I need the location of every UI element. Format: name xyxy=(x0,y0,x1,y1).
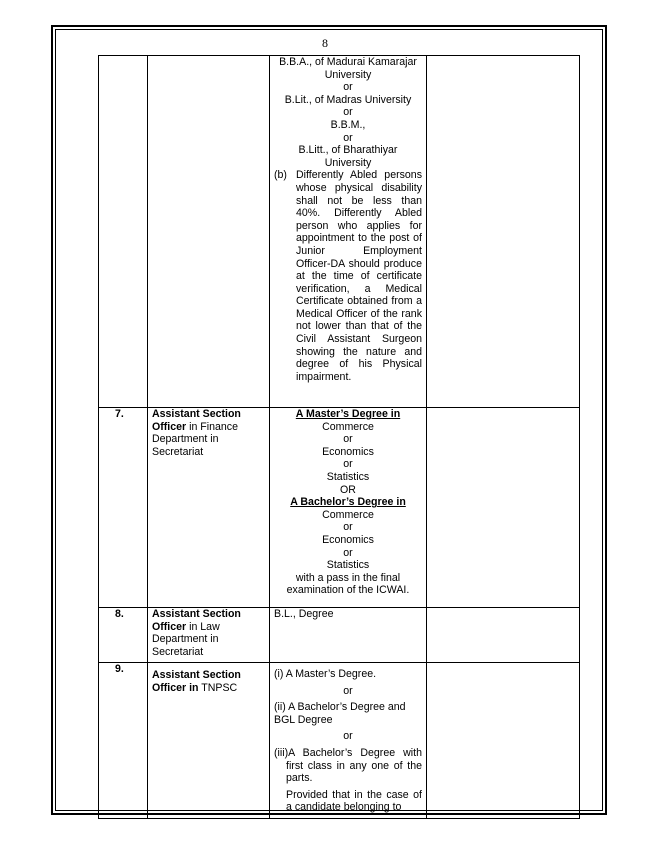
sl-no-cell xyxy=(99,56,148,408)
text-line: Commerce xyxy=(322,508,374,521)
text-line: University xyxy=(324,68,372,81)
text-line: with a pass in the final xyxy=(295,571,401,584)
text-line: or xyxy=(343,433,353,446)
remarks-cell xyxy=(427,408,580,608)
masters-subjects xyxy=(274,421,422,484)
masters-heading: A Master’s Degree in xyxy=(295,408,401,420)
qualification-cell xyxy=(270,56,427,408)
remarks-cell xyxy=(427,608,580,663)
table-row xyxy=(99,408,580,608)
table-row xyxy=(99,663,580,819)
or-separator: or xyxy=(343,684,353,697)
table-row xyxy=(99,56,580,408)
post-cell xyxy=(148,56,270,408)
or-separator: OR xyxy=(340,483,356,496)
text-line: B.B.M., xyxy=(330,118,366,131)
proviso-text: Provided that in the case of a candidate belonging to xyxy=(286,788,422,814)
text-line: Commerce xyxy=(322,420,374,433)
or-separator: or xyxy=(343,730,353,743)
remarks-cell xyxy=(427,56,580,408)
clause-label: (b) xyxy=(274,169,287,182)
post-title: Assistant Section Officer in xyxy=(152,669,241,694)
qualification-cell xyxy=(270,408,427,608)
text-line: examination of the ICWAI. xyxy=(286,584,410,597)
text-line: or xyxy=(343,458,353,471)
text-line: Economics xyxy=(322,533,374,546)
post-title: Assistant Section Officer xyxy=(152,408,241,433)
bachelors-heading: A Bachelor’s Degree in xyxy=(290,496,406,509)
clause-text: Differently Abled persons whose physical disability shall not be less than 40%. Differently Abled person who applies for appointment to the post of Junior Employment Officer-DA should produce at the time of certificate verification, a Medical Certificate obtained from a Medical Officer of the rank not lower than that of the Civil Assistant Surgeon showing the nature and degree of his Physical impairment. xyxy=(296,169,422,383)
post-cell xyxy=(148,608,270,663)
icwai-requirement xyxy=(274,572,422,597)
text-line: University xyxy=(324,156,372,169)
post-department: TNPSC xyxy=(198,681,238,694)
post-title: Assistant Section Officer xyxy=(152,608,241,633)
text-line: Statistics xyxy=(326,470,370,483)
qualification-cell xyxy=(270,663,427,819)
post-department: in Finance Department in Secretariat xyxy=(152,420,238,458)
text-line: or xyxy=(343,81,353,94)
qualification-list xyxy=(274,56,422,169)
text-line: B.Litt., of Bharathiyar xyxy=(298,144,398,157)
sl-no-cell: 9. xyxy=(99,663,148,819)
post-cell xyxy=(148,663,270,819)
qualifications-table xyxy=(98,55,580,819)
page-number: 8 xyxy=(322,36,328,50)
qualification-item-1: (i) A Master’s Degree. xyxy=(274,668,377,680)
text-line: Statistics xyxy=(326,559,370,572)
sl-no-cell: 7. xyxy=(99,408,148,608)
text-line: or xyxy=(343,131,353,144)
text-line: or xyxy=(343,521,353,534)
remarks-cell xyxy=(427,663,580,819)
text-line: or xyxy=(343,106,353,119)
sl-no-cell: 8. xyxy=(99,608,148,663)
text-line: or xyxy=(343,546,353,559)
qualification-item-3: (iii)A Bachelor’s Degree with first class in any one of the parts. xyxy=(274,746,422,785)
bachelors-subjects xyxy=(274,509,422,572)
qualification-cell: B.L., Degree xyxy=(270,608,427,663)
text-line: B.Lit., of Madras University xyxy=(284,93,412,106)
table-row xyxy=(99,608,580,663)
post-cell xyxy=(148,408,270,608)
qualification-item-2: (ii) A Bachelor’s Degree and BGL Degree xyxy=(274,701,406,726)
text-line: Economics xyxy=(322,445,374,458)
differently-abled-clause xyxy=(274,169,422,383)
text-line: B.B.A., of Madurai Kamarajar xyxy=(279,56,417,68)
post-department: in Law Department in Secretariat xyxy=(152,620,220,658)
